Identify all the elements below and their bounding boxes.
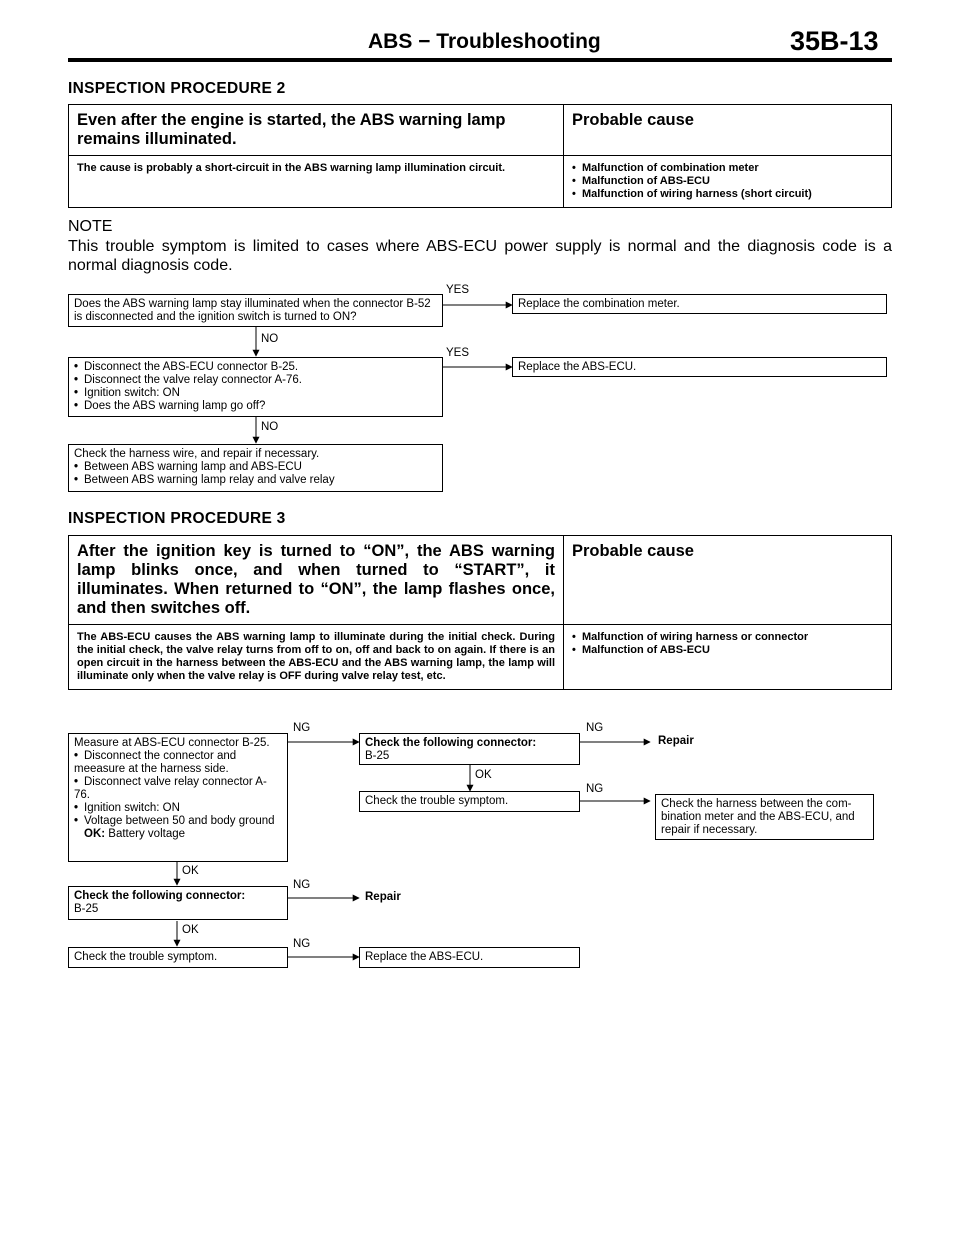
flow3-ok1-label: OK — [475, 769, 492, 781]
flow2-q2-yes-label: YES — [446, 347, 470, 359]
flow2-q3-item: • Between ABS warning lamp and ABS-ECU — [74, 461, 437, 474]
flow3-replace-ecu-box: Replace the ABS-ECU. — [359, 947, 580, 968]
flow2-q2-box — [68, 357, 443, 417]
proc2-cause-header: Probable cause — [564, 105, 892, 156]
flow3-check-conn-box-2 — [68, 886, 288, 920]
proc2-cause-item: • Malfunction of ABS-ECU — [572, 175, 883, 188]
flow3-ok2-label: OK — [182, 865, 199, 877]
flow3-measure-title: Measure at ABS-ECU connector B-25. — [74, 737, 270, 749]
flow3-harness-box: Check the harness between the com-bination meter and the ABS-ECU, and repair if necessary. — [655, 794, 874, 840]
flow3-measure-box — [68, 733, 288, 862]
flow2-q1-box: Does the ABS warning lamp stay illuminated when the connector B-52 is disconnected and the ignition switch is turned to ON? — [68, 294, 443, 327]
flow3-measure-item: • Disconnect the connector and meeasure at the harness side. — [74, 750, 282, 776]
flow3-ng4-label: NG — [293, 879, 311, 891]
flow3-ok3-label: OK — [182, 924, 199, 936]
flow2-q2-no-label: NO — [261, 421, 279, 433]
flow3-check-conn-value-2: B-25 — [74, 903, 99, 915]
flow2-q3-box — [68, 444, 443, 492]
flow3-ok-spec-value: Battery voltage — [108, 828, 186, 840]
proc3-title: INSPECTION PROCEDURE 3 — [68, 510, 286, 527]
flow3-check-conn-title-2: Check the following connector: — [74, 890, 246, 902]
flow3-repair-2: Repair — [365, 891, 401, 903]
proc3-description: The ABS-ECU causes the ABS warning lamp to illuminate during the initial check. During the initial check, the valve relay turns from off to on, off and back to on again. If there is an open circuit in the harness between the ABS-ECU and the ABS warning lamp, the lamp will illuminate only when the valve relay is OFF during valve relay test, etc. — [69, 625, 564, 690]
flow3-ng5-label: NG — [293, 938, 311, 950]
note-text: This trouble symptom is limited to cases where ABS-ECU power supply is normal and the diagnosis code is a normal diagnosis code. — [68, 238, 892, 274]
flow3-check-conn-value: B-25 — [365, 750, 390, 762]
proc2-cause-item: • Malfunction of combination meter — [572, 162, 883, 175]
flow3-ok-spec — [74, 828, 282, 841]
page-header-title: ABS − Troubleshooting — [368, 30, 601, 53]
flow3-check-conn-box — [359, 733, 580, 765]
proc2-description: The cause is probably a short-circuit in the ABS warning lamp illumination circuit. — [69, 156, 564, 208]
flow3-check-symptom-box-2: Check the trouble symptom. — [68, 947, 288, 968]
flow3-check-symptom-box: Check the trouble symptom. — [359, 791, 580, 812]
proc3-cause-item: • Malfunction of wiring harness or connector — [572, 631, 883, 644]
proc3-cause-header: Probable cause — [564, 536, 892, 625]
flow2-q3-item: • Between ABS warning lamp relay and valve relay — [74, 474, 437, 487]
flow3-measure-item: • Voltage between 50 and body ground — [74, 815, 282, 828]
flow2-q3-text: Check the harness wire, and repair if necessary. — [74, 448, 320, 460]
flow2-q2-item: • Ignition switch: ON — [74, 387, 437, 400]
flow3-ok-spec-label: OK: — [84, 828, 106, 840]
proc3-cause-item: • Malfunction of ABS-ECU — [572, 644, 883, 657]
flow2-replace-ecu-box: Replace the ABS-ECU. — [512, 357, 887, 377]
flow3-measure-item: • Ignition switch: ON — [74, 802, 282, 815]
proc3-causes — [564, 625, 892, 690]
flow3-ng1-label: NG — [293, 722, 311, 734]
flow3-check-conn-title: Check the following connector: — [365, 737, 537, 749]
flow3-ng2-label: NG — [586, 722, 604, 734]
flow3-measure-item: • Disconnect valve relay connector A-76. — [74, 776, 282, 802]
flow2-q2-item: • Does the ABS warning lamp go off? — [74, 400, 437, 413]
flow2-q2-item: • Disconnect the ABS-ECU connector B-25. — [74, 361, 437, 374]
proc2-title: INSPECTION PROCEDURE 2 — [68, 80, 286, 97]
proc3-symptom: After the ignition key is turned to “ON”, the ABS warning lamp blinks once, and when turned to “START”, it illuminates. When returned to “ON”, the lamp flashes once, and then switches off. — [69, 536, 564, 625]
flow2-q2-item: • Disconnect the valve relay connector A-76. — [74, 374, 437, 387]
flow2-q1-no-label: NO — [261, 333, 279, 345]
proc2-cause-item: • Malfunction of wiring harness (short circuit) — [572, 188, 883, 201]
proc3-table — [68, 535, 892, 690]
note-label: NOTE — [68, 218, 113, 235]
flow3-repair-1: Repair — [658, 735, 694, 747]
flow2-replace-meter-box: Replace the combination meter. — [512, 294, 887, 314]
flow2-q1-yes-label: YES — [446, 284, 470, 296]
proc2-symptom: Even after the engine is started, the ABS warning lamp remains illuminated. — [69, 105, 564, 156]
flow3-ng3-label: NG — [586, 783, 604, 795]
page-number: 35B-13 — [790, 26, 879, 56]
